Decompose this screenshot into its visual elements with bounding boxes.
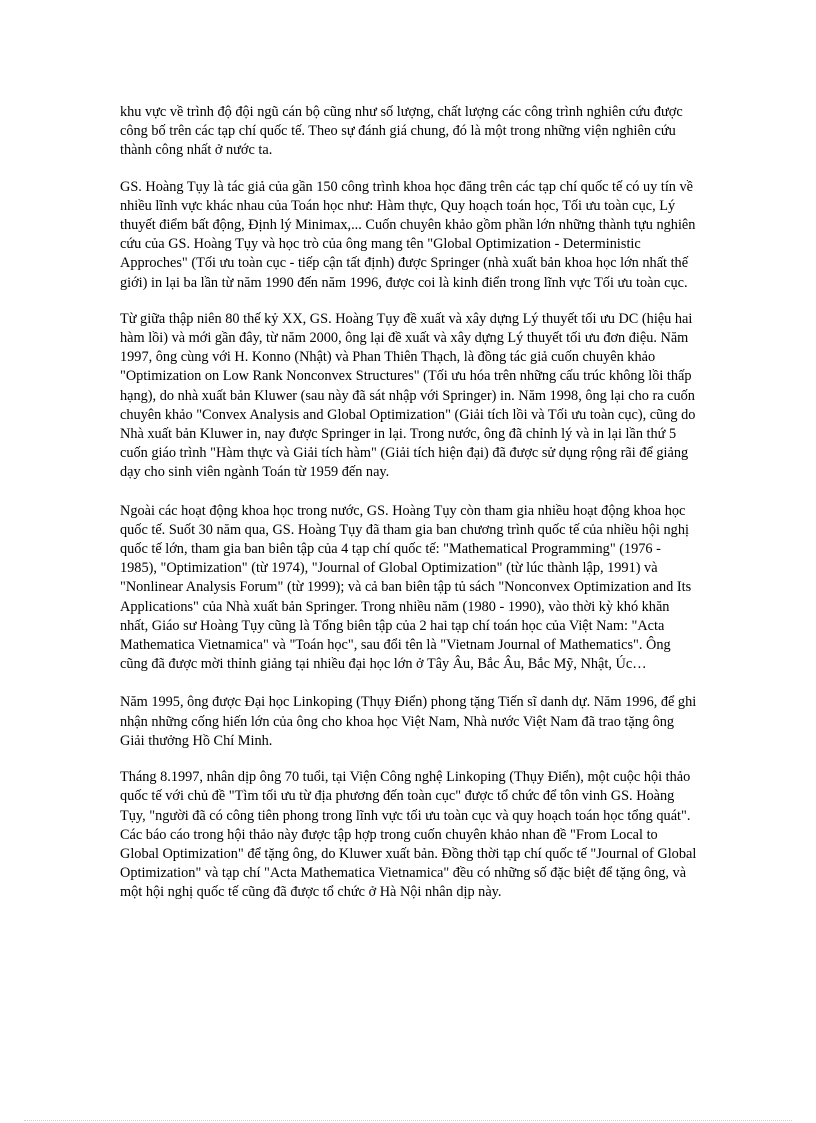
paragraph-international-activities: Ngoài các hoạt động khoa học trong nước, GS. Hoàng Tụy còn tham gia nhiều hoạt động khoa học quốc tế. Suốt 30 năm qua, GS. Hoàng Tụy đã tham gia ban chương trình quốc tế của nhiều hội nghị quốc tế lớn, tham gia ban biên tập của 4 tạp chí quốc tế: "Mathematical Programming" (1976 - 1985), "Optimization" (từ 1974), "Journal of Global Optimization" (từ lúc thành lập, 1991) và "Nonlinear Analysis Forum" (từ 1999); và cả ban biên tập tủ sách "Nonconvex Optimization and Its Applications" của Nhà xuất bản Springer. Trong nhiều năm (1980 - 1990), vào thời kỳ khó khăn nhất, Giáo sư Hoàng Tụy cũng là Tổng biên tập của 2 hai tạp chí toán học của Việt Nam: "Acta Mathematica Vietnamica" và "Toán học", sau đổi tên là "Vietnam Journal of Mathematics". Ông cũng đã được mời thỉnh giảng tại nhiều đại học lớn ở Tây Âu, Bắc Âu, Bắc Mỹ, Nhật, Úc…	[120, 502, 692, 673]
paragraph-conference: Tháng 8.1997, nhân dịp ông 70 tuổi, tại Viện Công nghệ Linkoping (Thụy Điển), một cuộc hội thảo quốc tế với chủ đề "Tìm tối ưu từ địa phương đến toàn cục" được tổ chức để tôn vinh GS. Hoàng Tụy, "người đã có công tiên phong trong lĩnh vực tối ưu toàn cục và quy hoạch toán học tổng quát". Các báo cáo trong hội thảo này được tập hợp trong cuốn chuyên khảo nhan đề "From Local to Global Optimization" để tặng ông, do Kluwer xuất bản. Đồng thời tạp chí quốc tế "Journal of Global Optimization" và tạp chí "Acta Mathematica Vietnamica" đều có những số đặc biệt để tặng ông, và một hội nghị quốc tế cũng đã được tổ chức ở Hà Nội nhân dịp này.	[120, 769, 697, 901]
document-body	[120, 103, 700, 920]
paragraph-intro: khu vực về trình độ đội ngũ cán bộ cũng như số lượng, chất lượng các công trình nghiên cứu được công bố trên các tạp chí quốc tế. Theo sự đánh giá chung, đó là một trong những viện nghiên cứu thành công nhất ở nước ta.	[120, 104, 683, 159]
page-bottom-border	[24, 1120, 792, 1121]
paragraph-dc-optimization: Từ giữa thập niên 80 thế kỷ XX, GS. Hoàng Tụy đề xuất và xây dựng Lý thuyết tối ưu DC (hiệu hai hàm lồi) và mới gần đây, từ năm 2000, ông lại đề xuất và xây dựng Lý thuyết tối ưu đơn điệu. Năm 1997, ông cùng với H. Konno (Nhật) và Phan Thiên Thạch, là đồng tác giả cuốn chuyên khảo "Optimization on Low Rank Nonconvex Structures" (Tối ưu hóa trên những cấu trúc không lồi thấp hạng), do nhà xuất bản Kluwer (sau này đã sát nhập với Springer) in. Năm 1998, ông lại cho ra cuốn chuyên khảo "Convex Analysis and Global Optimization" (Giải tích lồi và Tối ưu toàn cục), cũng do Nhà xuất bản Kluwer in, nay được Springer in lại. Trong nước, ông đã chỉnh lý và in lại lần thứ 5 cuốn giáo trình "Hàm thực và Giải tích hàm" (Giải tích hiện đại) đã được sử dụng rộng rãi để giảng dạy cho sinh viên ngành Toán từ 1959 đến nay.	[120, 310, 696, 481]
paragraph-publications: GS. Hoàng Tụy là tác giả của gần 150 công trình khoa học đăng trên các tạp chí quốc tế có uy tín về nhiều lĩnh vực khác nhau của Toán học như: Hàm thực, Quy hoạch toán học, Tối ưu toàn cục, Lý thuyết điểm bất động, Định lý Minimax,... Cuốn chuyên khảo gồm phần lớn những thành tựu nghiên cứu của GS. Hoàng Tụy và học trò của ông mang tên "Global Optimization - Deterministic Approches" (Tối ưu toàn cục - tiếp cận tất định) được Springer (nhà xuất bản khoa học lớn nhất thế giới) in lại ba lần từ năm 1990 đến năm 1996, được coi là kinh điển trong lĩnh vực Tối ưu toàn cục.	[120, 178, 696, 291]
paragraph-honors: Năm 1995, ông được Đại học Linkoping (Thụy Điển) phong tặng Tiến sĩ danh dự. Năm 1996, để ghi nhận những cống hiến lớn của ông cho khoa học Việt Nam, Nhà nước Việt Nam đã trao tặng ông Giải thưởng Hồ Chí Minh.	[120, 694, 697, 749]
